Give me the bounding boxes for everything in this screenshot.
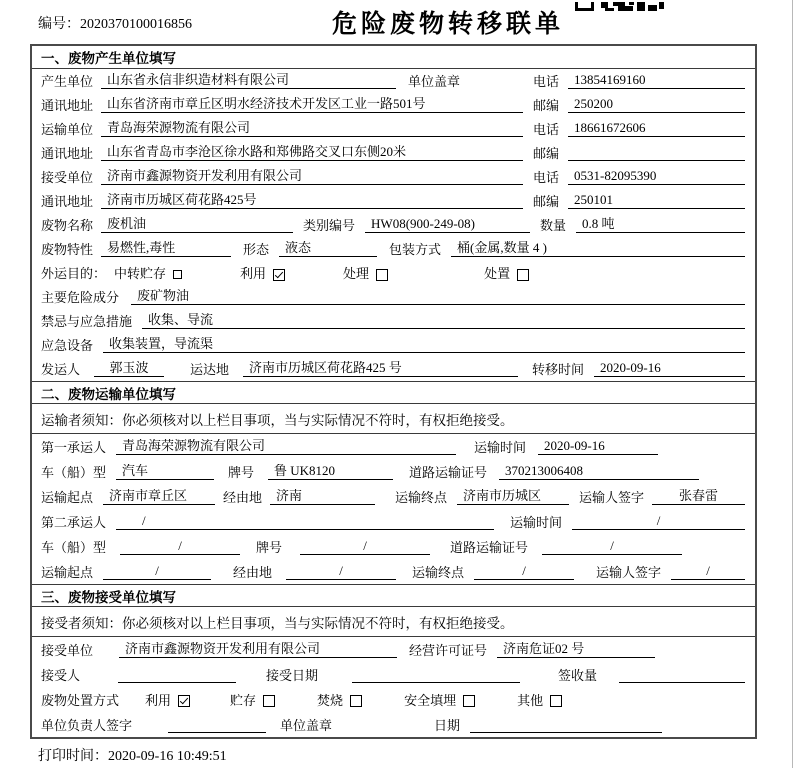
carrier1-via-field: 济南 xyxy=(270,489,375,505)
taboo-field: 收集、导流 xyxy=(142,313,745,329)
carrier1-permit-field: 370213006408 xyxy=(499,464,699,480)
accept-person-label: 接受人 xyxy=(41,667,81,683)
carrier1-time-field: 2020-09-16 xyxy=(538,439,658,455)
carrier2-via-field: / xyxy=(286,564,396,580)
carrier2-vehicle-field: / xyxy=(120,539,240,555)
end-label: 运输终点 xyxy=(395,489,448,505)
packing-field: 桶(金属,数量 4 ) xyxy=(451,241,745,257)
origin-label: 运输起点 xyxy=(41,564,94,580)
checkbox-disposal-storage xyxy=(263,695,275,707)
address-label: 通讯地址 xyxy=(41,193,94,209)
transporter-phone-group xyxy=(533,121,745,137)
row-carrier2 xyxy=(32,509,755,534)
zip-label: 邮编 xyxy=(533,97,560,113)
row-transporter xyxy=(32,117,755,141)
receiver-zip-group xyxy=(533,193,745,209)
end-label: 运输终点 xyxy=(412,564,465,580)
section2-header: 二、废物运输单位填写 xyxy=(32,381,755,404)
print-time xyxy=(38,745,227,765)
date-label: 日期 xyxy=(434,717,461,733)
head-sign-label: 单位负责人签字 xyxy=(41,717,133,733)
receiver-address-field: 济南市历城区荷花路425号 xyxy=(101,193,523,209)
carrier2-time-field: / xyxy=(572,514,745,530)
row-transfer-purpose xyxy=(32,261,755,285)
producer-zip-group xyxy=(533,97,745,113)
producer-label: 产生单位 xyxy=(41,73,94,89)
zip-label: 邮编 xyxy=(533,193,560,209)
character-label: 废物特性 xyxy=(41,241,94,257)
zip-label: 邮编 xyxy=(533,145,560,161)
row-disposal-method xyxy=(32,687,755,712)
disposal-option-store-label: 贮存 xyxy=(230,692,257,708)
accept-person-field xyxy=(118,668,236,683)
receiver-phone-group xyxy=(533,169,745,185)
page-title: 危险废物转移联单 xyxy=(332,11,565,38)
vehicle-type-label: 车（船）型 xyxy=(41,539,107,555)
address-label: 通讯地址 xyxy=(41,145,94,161)
sign-qty-field xyxy=(619,668,745,683)
taboo-label: 禁忌与应急措施 xyxy=(41,313,133,329)
purpose-label: 外运目的： xyxy=(41,265,107,281)
receiver-notice: 接受者须知：你必须核对以上栏目事项，当与实际情况不符时，有权拒绝接受。 xyxy=(32,607,755,637)
disposal-option-landfill-label: 安全填埋 xyxy=(404,692,457,708)
row-carrier1-route xyxy=(32,484,755,509)
via-label: 经由地 xyxy=(223,489,263,505)
row-receiver xyxy=(32,165,755,189)
accept-date-field xyxy=(352,668,520,683)
accept-date-label: 接受日期 xyxy=(266,667,319,683)
transport-time-label: 运输时间 xyxy=(510,514,563,530)
row-carrier2-route xyxy=(32,559,755,584)
row-waste-character xyxy=(32,237,755,261)
shipper-field: 郭玉波 xyxy=(94,361,164,377)
carrier1-plate-field: 鲁 UK8120 xyxy=(268,464,393,480)
section1-header: 一、废物产生单位填写 xyxy=(32,46,755,69)
purpose-option-treat-label: 处理 xyxy=(343,265,370,281)
serial-value: 2020370100016856 xyxy=(80,17,192,32)
packing-label: 包装方式 xyxy=(389,241,442,257)
plate-label: 牌号 xyxy=(256,539,283,555)
destination-label: 运达地 xyxy=(190,361,230,377)
quantity-field: 0.8 吨 xyxy=(576,217,745,233)
row-producer xyxy=(32,69,755,93)
transporter-zip-field xyxy=(568,146,745,161)
row-transporter-address xyxy=(32,141,755,165)
document-header xyxy=(0,0,796,44)
quantity-label: 数量 xyxy=(540,217,567,233)
transport-time-label: 运输时间 xyxy=(474,439,527,455)
carrier1-origin-field: 济南市章丘区 xyxy=(103,489,215,505)
license-label: 经营许可证号 xyxy=(409,642,488,658)
checkbox-disposal-landfill xyxy=(463,695,475,707)
plate-label: 牌号 xyxy=(228,464,255,480)
character-field: 易燃性,毒性 xyxy=(101,241,231,257)
carrier2-label: 第二承运人 xyxy=(41,514,107,530)
via-label: 经由地 xyxy=(233,564,273,580)
carrier1-sign-field: 张春雷 xyxy=(652,489,745,505)
road-permit-label: 道路运输证号 xyxy=(409,464,488,480)
row-receiver-address xyxy=(32,189,755,213)
producer-field: 山东省永信非织造材料有限公司 xyxy=(101,73,396,89)
transporter-phone-field: 18661672606 xyxy=(568,121,745,137)
row-taboo-measures xyxy=(32,309,755,333)
hazard-field: 废矿物油 xyxy=(131,289,745,305)
waste-name-field: 废机油 xyxy=(101,217,293,233)
checkbox-treatment xyxy=(376,269,388,281)
producer-zip-field: 250200 xyxy=(568,97,745,113)
head-sign-field xyxy=(168,718,266,733)
equipment-label: 应急设备 xyxy=(41,337,94,353)
equipment-field: 收集装置，导流渠 xyxy=(103,337,745,353)
accept-unit-field: 济南市鑫源物资开发利用有限公司 xyxy=(119,642,397,658)
hazard-label: 主要危险成分 xyxy=(41,289,120,305)
transporter-sign-label: 运输人签字 xyxy=(579,489,645,505)
waste-name-label: 废物名称 xyxy=(41,217,94,233)
purpose-option-dispose-label: 处置 xyxy=(484,265,511,281)
producer-phone-group xyxy=(533,73,745,89)
phone-label: 电话 xyxy=(533,73,560,89)
row-hazard-component xyxy=(32,285,755,309)
row-carrier1 xyxy=(32,434,755,459)
transfer-date-field: 2020-09-16 xyxy=(594,361,745,377)
transporter-notice: 运输者须知：你必须核对以上栏目事项，当与实际情况不符时，有权拒绝接受。 xyxy=(32,404,755,434)
serial-number xyxy=(38,13,192,33)
unit-seal-label: 单位盖章 xyxy=(408,73,461,89)
license-field: 济南危证02 号 xyxy=(497,642,655,658)
serial-label: 编号： xyxy=(38,17,80,32)
transporter-label: 运输单位 xyxy=(41,121,94,137)
category-label: 类别编号 xyxy=(303,217,356,233)
vehicle-type-label: 车（船）型 xyxy=(41,464,107,480)
disposal-option-burn-label: 焚烧 xyxy=(317,692,344,708)
transfer-date-label: 转移时间 xyxy=(532,361,585,377)
row-producer-address xyxy=(32,93,755,117)
receiver-field: 济南市鑫源物资开发利用有限公司 xyxy=(101,169,523,185)
purpose-option-reuse-label: 利用 xyxy=(240,265,267,281)
page-edge-line xyxy=(792,0,793,768)
carrier1-end-field: 济南市历城区 xyxy=(457,489,569,505)
carrier2-plate-field: / xyxy=(300,539,430,555)
transporter-zip-group xyxy=(533,146,745,161)
manifest-table xyxy=(30,44,757,739)
disposal-option-other-label: 其他 xyxy=(517,692,544,708)
road-permit-label: 道路运输证号 xyxy=(450,539,529,555)
phone-label: 电话 xyxy=(533,169,560,185)
producer-address-field: 山东省济南市章丘区明水经济技术开发区工业一路501号 xyxy=(101,97,523,113)
destination-field: 济南市历城区荷花路425 号 xyxy=(243,361,518,377)
carrier1-field: 青岛海荣源物流有限公司 xyxy=(116,439,456,455)
transporter-address-field: 山东省青岛市李沧区徐水路和郑佛路交叉口东侧20米 xyxy=(101,145,523,161)
producer-phone-field: 13854169160 xyxy=(568,73,745,89)
accept-unit-label: 接受单位 xyxy=(41,642,94,658)
print-time-value: 2020-09-16 10:49:51 xyxy=(108,749,227,764)
transporter-sign-label: 运输人签字 xyxy=(596,564,662,580)
row-waste-name xyxy=(32,213,755,237)
receiver-phone-field: 0531-82095390 xyxy=(568,169,745,185)
carrier1-label: 第一承运人 xyxy=(41,439,107,455)
checkbox-disposal xyxy=(517,269,529,281)
shipper-label: 发运人 xyxy=(41,361,81,377)
disposal-label: 废物处置方式 xyxy=(41,692,120,708)
checkbox-disposal-other xyxy=(550,695,562,707)
row-carrier1-vehicle xyxy=(32,459,755,484)
form-field: 液态 xyxy=(279,241,377,257)
disposal-option-reuse-label: 利用 xyxy=(145,692,172,708)
carrier2-permit-field: / xyxy=(542,539,682,555)
unit-seal-label: 单位盖章 xyxy=(280,717,333,733)
carrier2-field: / xyxy=(116,514,494,530)
row-head-signature xyxy=(32,712,755,737)
print-time-label: 打印时间： xyxy=(38,749,108,764)
checkbox-reuse xyxy=(273,269,285,281)
checkbox-disposal-reuse xyxy=(178,695,190,707)
carrier2-sign-field: / xyxy=(671,564,745,580)
row-carrier2-vehicle xyxy=(32,534,755,559)
row-shipper xyxy=(32,357,755,381)
checkbox-transit-storage xyxy=(173,270,182,279)
date-field xyxy=(470,718,662,733)
section3-header: 三、废物接受单位填写 xyxy=(32,584,755,607)
row-emergency-equipment xyxy=(32,333,755,357)
checkbox-disposal-incineration xyxy=(350,695,362,707)
sign-qty-label: 签收量 xyxy=(558,667,598,683)
receiver-zip-field: 250101 xyxy=(568,193,745,209)
carrier2-end-field: / xyxy=(474,564,574,580)
purpose-option-storage-label: 中转贮存 xyxy=(114,265,167,281)
receiver-label: 接受单位 xyxy=(41,169,94,185)
phone-label: 电话 xyxy=(533,121,560,137)
address-label: 通讯地址 xyxy=(41,97,94,113)
qr-code-icon xyxy=(575,0,665,16)
carrier2-origin-field: / xyxy=(103,564,211,580)
carrier1-vehicle-field: 汽车 xyxy=(116,464,214,480)
row-accept-person xyxy=(32,662,755,687)
transporter-field: 青岛海荣源物流有限公司 xyxy=(101,121,523,137)
origin-label: 运输起点 xyxy=(41,489,94,505)
row-accept-unit xyxy=(32,637,755,662)
form-label: 形态 xyxy=(243,241,270,257)
category-field: HW08(900-249-08) xyxy=(365,217,530,233)
